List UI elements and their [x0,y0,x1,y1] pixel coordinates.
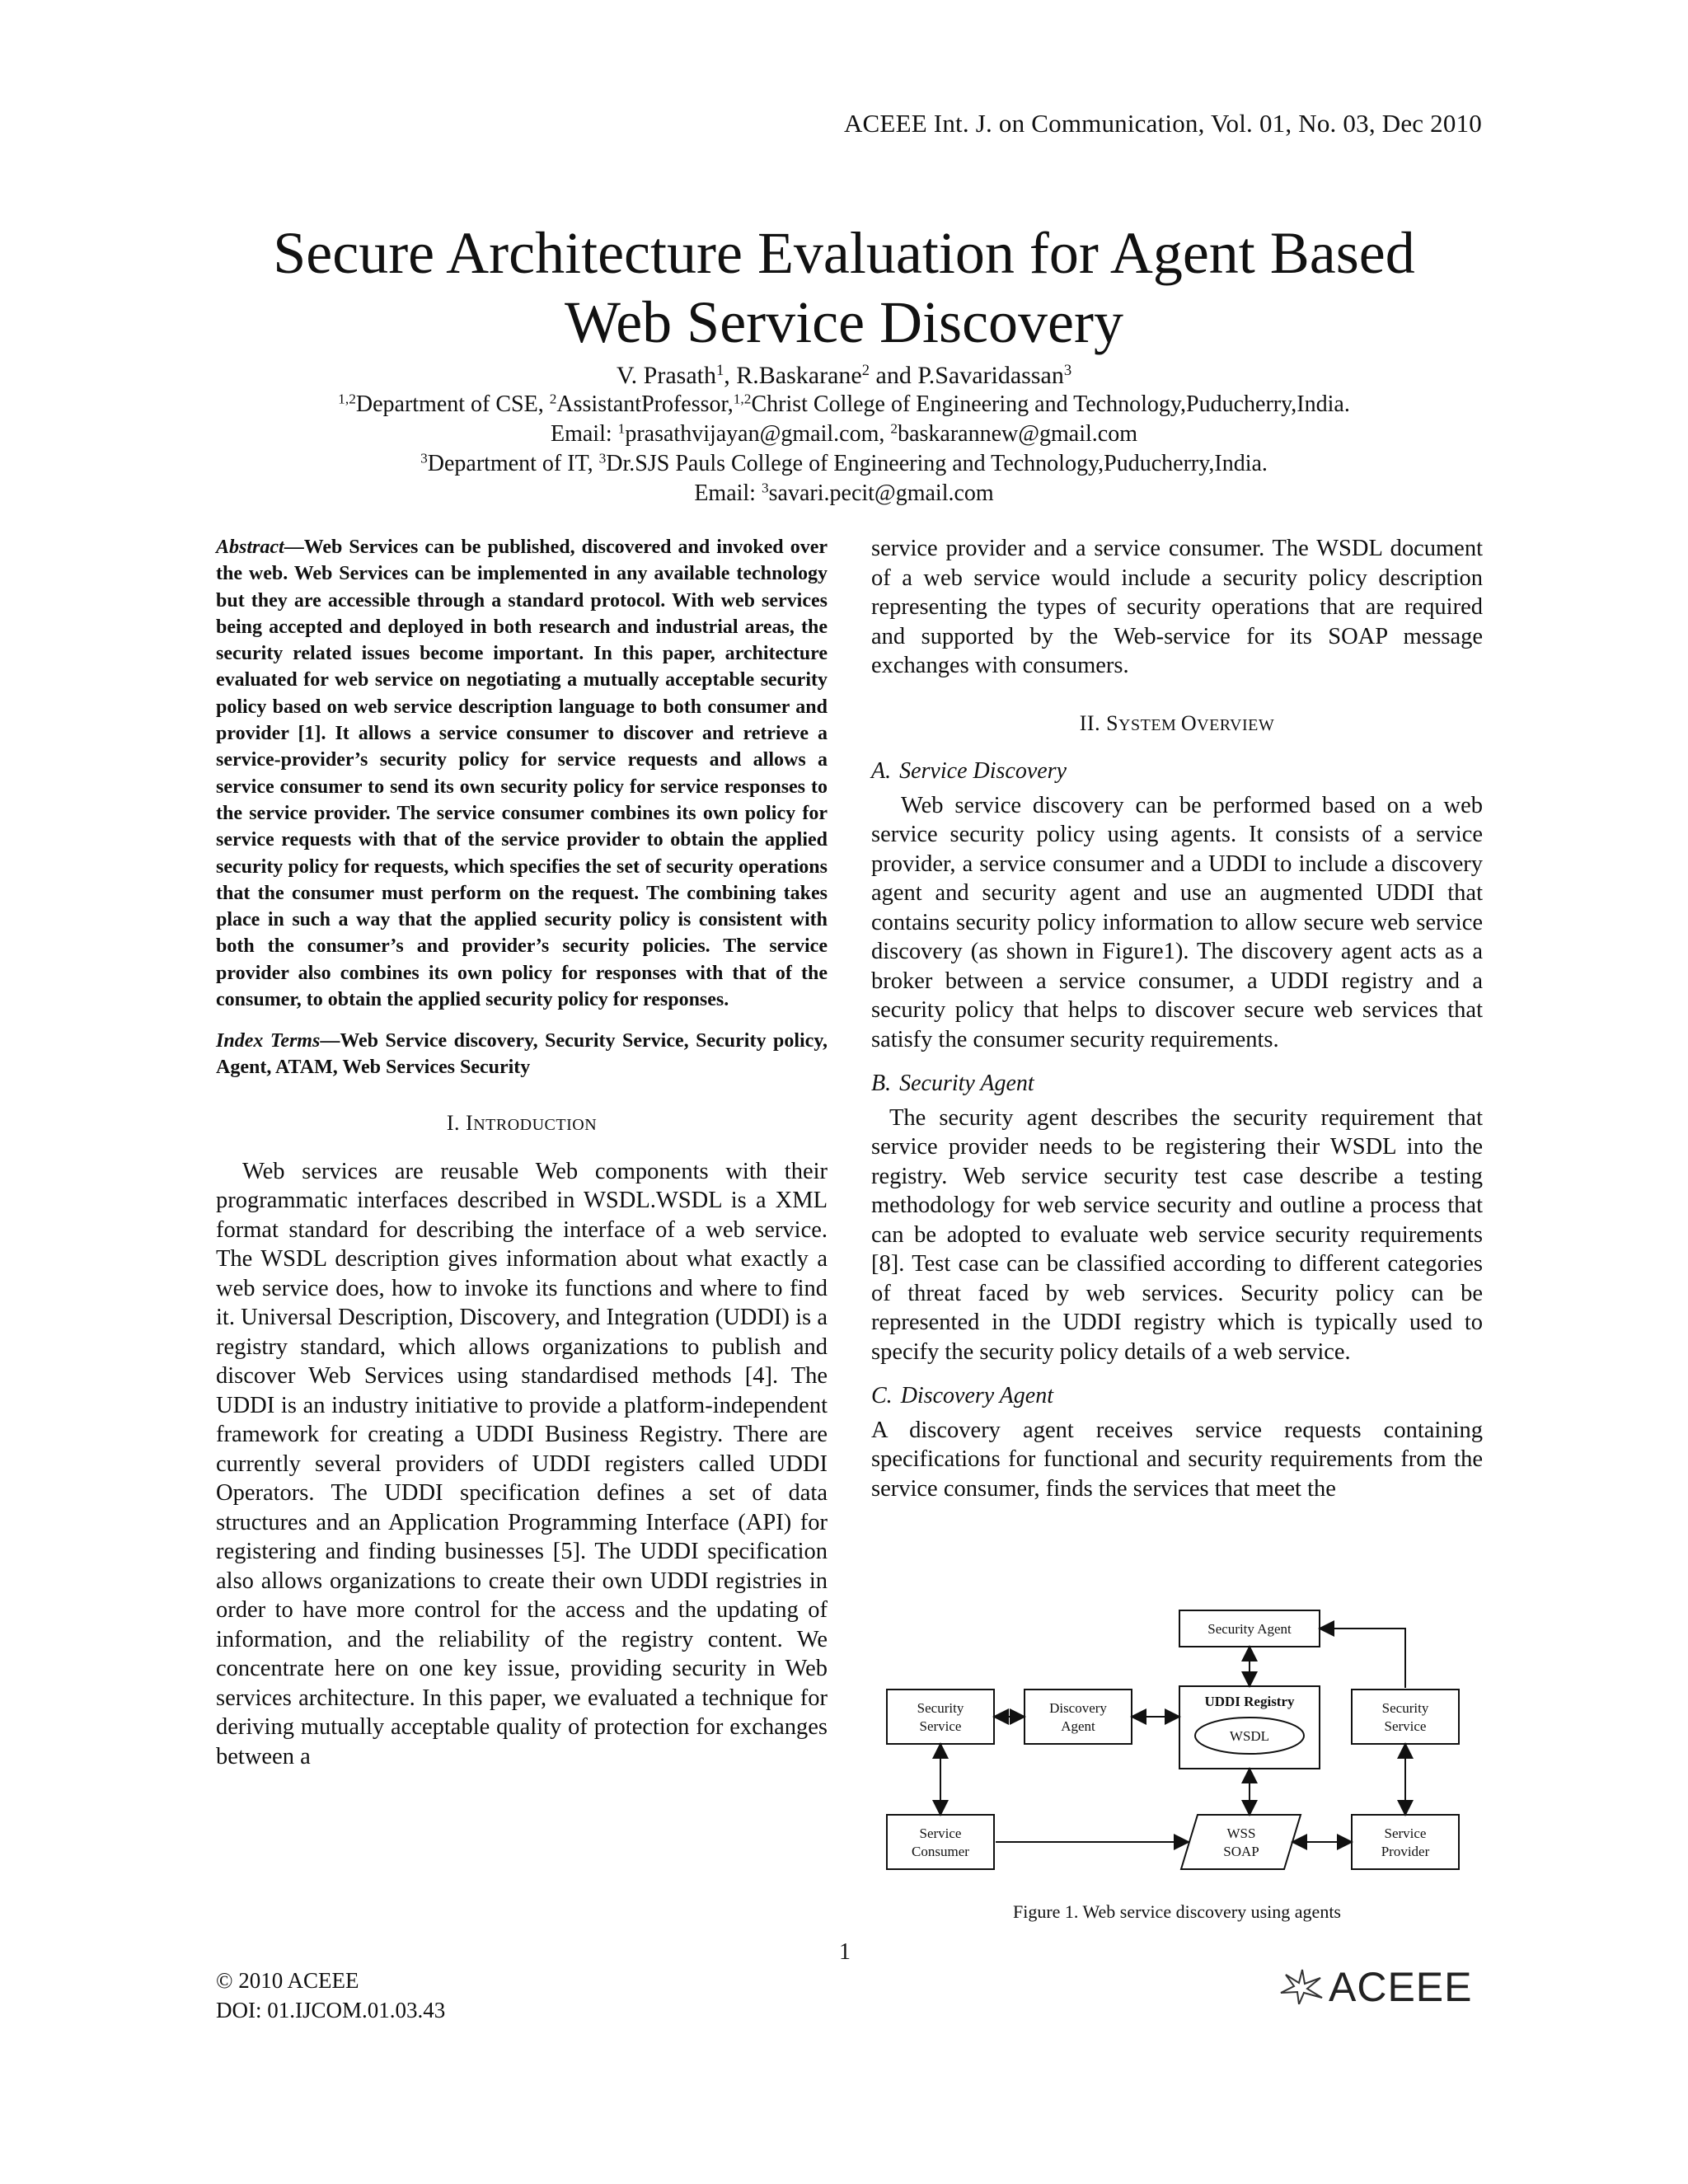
uddi-registry-label: UDDI Registry [1204,1694,1295,1709]
subheading-title: Discovery Agent [900,1383,1053,1408]
service-provider-box [1352,1815,1459,1869]
discovery-agent-paragraph: A discovery agent receives service requests containing specifications for functional and security requirements from the service consumer, finds the services that meet the [871,1417,1483,1502]
author-1: V. Prasath [616,362,716,389]
abstract-text: —Web Services can be published, discovered and invoked over the web. Web Services can be implemented in any available technology but they are accessible through a standard protocol. With web services being accepted and deployed in both research and industrial areas, the security related issues become important. In this paper, architecture evaluated for web service on negotiating a mutually acceptable security policy based on web service description language to both consumer and provider [1]. It allows a service consumer to discover and retrieve a service-provider’s security policy for service requests and allows a service consumer to send its own security policy for service responses to the service provider. The service consumer combines its own policy for service requests with that of the service provider to obtain the applied security policy for requests, which specifies the set of security operations that the consumer must perform on the request. The combining takes place in such a way that the applied security policy is consistent with both the consumer’s and provider’s security policies. The service provider also combines its own policy for responses with that of the consumer, to obtain the applied security policy for responses. [216,537,828,1011]
affil-text: Department of IT, [427,451,599,476]
author-sep: and [870,362,918,389]
email-address: savari.pecit@gmail.com [768,480,994,506]
footer-left [216,1966,445,2025]
discovery-agent-box [1025,1690,1132,1744]
email-label: Email: [551,421,618,447]
affiliation-line-2 [165,449,1523,479]
section-rest: YSTEM [1118,715,1181,734]
continued-paragraph: service provider and a service consumer. The WSDL document of a web service would include a security policy description representing the types of security operations that are required and supported by the Web-service for its SOAP message exchanges with consumers. [871,536,1483,678]
section-rest: VERVIEW [1197,715,1275,734]
doi: DOI: 01.IJCOM.01.03.43 [216,1998,446,2022]
section-cap: S [1106,710,1119,735]
discovery-agent-label-1: Discovery [1049,1700,1107,1716]
discovery-agent-label-2: Agent [1061,1718,1095,1734]
aceee-logo [1278,1963,1484,2009]
index-terms-lead: Index Terms [216,1030,321,1052]
figure-1-diagram [880,1604,1490,1917]
introduction-paragraph: Web services are reusable Web components with their programmatic interfaces described in WSDL.WSDL is a XML format standard for describing the interface of a web service. The WSDL description gives information about what exactly a web service does, how to invoke its functions and where to find it. Universal Description, Discovery, and Integration (UDDI) is a registry standard, which allows organizations to publish and discover Web Services using standardised methods [4]. The UDDI is an industry initiative to provide a platform-independent framework for creating a UDDI Business Registry. There are currently several providers of UDDI registers called UDDI Operators. The UDDI specification defines a set of data structures and an Application Programming Interface (API) for registering and finding businesses [5]. The UDDI specification also allows organizations to create their own UDDI registries in order to have more control for the access and the updating of information, and the reliability of the registry content. We concentrate here on one key issue, providing security in Web services architecture. In this paper, we evaluated a technique for deriving mutually acceptable quality of protection for exchanges between a [216,1158,828,1769]
service-provider-label-1: Service [1384,1825,1427,1841]
author-2-sup: 2 [861,361,870,379]
author-3-sup: 3 [1063,361,1072,379]
security-agent-label: Security Agent [1207,1621,1292,1637]
title-line-2: Web Service Discovery [565,289,1123,355]
subheading-title: Security Agent [899,1071,1034,1096]
paper-title [165,218,1523,357]
subheading-title: Service Discovery [899,758,1067,784]
section-number: II. [1079,710,1107,735]
email-label: Email: [694,480,762,506]
email-address: prasathvijayan@gmail.com, [625,421,891,447]
section-heading-system-overview [871,709,1483,741]
affil-sup: 1,2 [338,391,356,407]
email-line-1 [165,419,1523,449]
section-cap: O [1180,710,1198,735]
arrow-service-right-security-agent [1321,1629,1405,1688]
affil-sup: 2 [549,391,557,407]
affil-sup: 2 [890,420,898,437]
aceee-logo-text: ACEEE [1329,1964,1473,2010]
affil-sup: 1,2 [733,391,752,407]
soap-label: SOAP [1223,1844,1259,1859]
author-2: R.Baskarane [736,362,862,389]
left-column [216,534,828,1771]
email-address: baskarannew@gmail.com [898,421,1137,447]
email-line-2 [165,479,1523,509]
affil-text: Christ College of Engineering and Technology,Puducherry,India. [751,391,1350,417]
service-provider-label-2: Provider [1381,1844,1430,1859]
figure-caption: Figure 1. Web service discovery using agents [1012,1901,1341,1922]
title-line-1: Secure Architecture Evaluation for Agent Based [273,220,1415,286]
security-agent-paragraph: The security agent describes the security requirement that service provider needs to be registering their WSDL into the registry. Web service security test case describe a testing methodology for web service security and outline a process that can be adopted to evaluate web service security requirements [8]. Test case can be classified according to different categories of threat faced by web services. Security policy can be represented in the UDDI registry which is typically used to specify the security policy details of a web service. [871,1104,1483,1365]
subheading-discovery-agent [871,1381,1483,1411]
affil-sup: 1 [617,420,626,437]
abstract-lead: Abstract [216,537,284,558]
security-service-right-label-2: Service [1384,1718,1427,1734]
affil-text: AssistantProfessor, [556,391,734,417]
service-consumer-box [887,1815,994,1869]
service-discovery-paragraph: Web service discovery can be performed based on a web service security policy using agents. It consists of a service provider, a service consumer and a UDDI to include a discovery agent and security agent and use an augmented UDDI that contains security policy information to allow secure web service discovery (as shown in Figure1). The discovery agent acts as a broker between a service consumer, a UDDI registry and a security policy that helps to discover secure web services that satisfy the consumer security requirements. [871,792,1483,1052]
subheading-label: C. [871,1383,893,1408]
aceee-logo-mark-icon [1278,1968,1325,2004]
subheading-service-discovery [871,757,1483,786]
affil-sup: 3 [598,450,607,466]
security-service-right-box [1352,1690,1459,1744]
section-rest: NTRODUCTION [473,1116,598,1135]
subheading-label: A. [871,758,892,784]
subheading-label: B. [871,1071,892,1096]
author-3: P.Savaridassan [917,362,1064,389]
abstract [216,534,828,1013]
section-number: I. [446,1111,467,1136]
title-block [165,218,1523,509]
index-terms-text: —Web Service discovery, Security Service, Security policy, Agent, ATAM, Web Services Security [216,1030,828,1079]
index-terms [216,1028,828,1080]
running-header: ACEEE Int. J. on Communication, Vol. 01, No. 03, Dec 2010 [843,109,1482,138]
wss-label: WSS [1226,1825,1256,1841]
wsdl-label: WSDL [1229,1728,1270,1744]
right-column [871,534,1483,1503]
author-list [165,362,1523,390]
affil-text: Dr.SJS Pauls College of Engineering and Technology,Puducherry,India. [606,451,1268,476]
section-heading-introduction [216,1108,828,1141]
security-service-right-label-1: Security [1381,1700,1429,1716]
page-number: 1 [839,1939,851,1965]
affil-sup: 3 [761,480,769,496]
service-consumer-label-1: Service [919,1825,962,1841]
author-1-sup: 1 [715,361,724,379]
affil-sup: 3 [420,450,428,466]
section-cap: I [466,1111,474,1136]
security-service-left-label-2: Service [919,1718,962,1734]
author-sep: , [724,362,737,389]
affiliation-line-1 [165,390,1523,419]
security-service-left-label-1: Security [917,1700,964,1716]
service-consumer-label-2: Consumer [912,1844,969,1859]
security-service-left-box [887,1690,994,1744]
wss-soap-shape [1181,1815,1301,1869]
subheading-security-agent [871,1069,1483,1099]
copyright: © 2010 ACEEE [216,1968,359,1993]
affil-text: Department of CSE, [355,391,550,417]
